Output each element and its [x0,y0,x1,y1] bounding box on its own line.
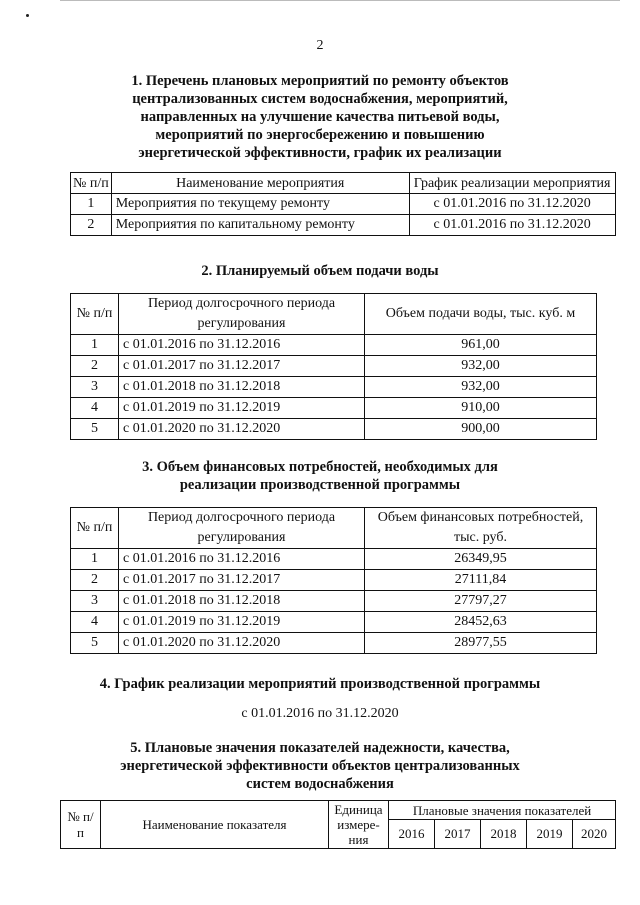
table-cell: с 01.01.2016 по 31.12.2020 [409,194,615,215]
table-row [71,633,597,654]
table-cell: с 01.01.2016 по 31.12.2016 [119,335,365,356]
header-cell: Период долгосрочного периода регулирования [119,508,365,549]
header-cell: Наименование показателя [101,801,329,849]
table-header-row [71,173,616,194]
table-cell: 900,00 [365,419,597,440]
table-cell: 26349,95 [365,549,597,570]
table-cell: 2 [71,215,112,236]
table-row [71,570,597,591]
table-cell: 27111,84 [365,570,597,591]
section1-title [0,72,640,162]
table-cell: с 01.01.2016 по 31.12.2020 [409,215,615,236]
section1-title-line: мероприятий по энергосбережению и повышению [155,127,485,143]
table-cell: 2 [71,356,119,377]
table-cell: 910,00 [365,398,597,419]
section1-title-line: централизованных систем водоснабжения, мероприятий, [132,91,508,107]
table-cell: с 01.01.2017 по 31.12.2017 [119,356,365,377]
section3-title-line: реализации производственной программы [179,477,461,493]
year-header: 2017 [435,820,481,849]
table-cell: с 01.01.2018 по 31.12.2018 [119,377,365,398]
table-header-row [71,508,597,549]
table-row [71,612,597,633]
year-header: 2016 [389,820,435,849]
section1-title-line: энергетической эффективности, график их реализации [138,145,502,161]
year-header: 2019 [527,820,573,849]
table-cell: 1 [71,549,119,570]
header-cell: № п/п [71,294,119,335]
table-row [71,549,597,570]
year-header: 2018 [481,820,527,849]
header-cell: График реализации мероприятия [409,173,615,194]
section5-title [0,739,640,793]
table-row [71,419,597,440]
table-cell: 5 [71,633,119,654]
section2-title: 2. Планируемый объем подачи воды [201,263,439,279]
table-row [71,335,597,356]
table-cell: 932,00 [365,356,597,377]
header-cell: Период долгосрочного периода регулирования [119,294,365,335]
table-cell: 1 [71,194,112,215]
section2-table [70,293,597,440]
section3-table [70,507,597,654]
table-cell: Мероприятия по капитальному ремонту [111,215,409,236]
scan-edge-line [60,0,620,1]
table-cell: 4 [71,612,119,633]
header-cell: Наименование мероприятия [111,173,409,194]
section1-title-line: направленных на улучшение качества питьевой воды, [140,109,500,125]
table-cell: 932,00 [365,377,597,398]
table-cell: с 01.01.2019 по 31.12.2019 [119,398,365,419]
section1-title-line: 1. Перечень плановых мероприятий по ремонту объектов [131,73,509,89]
table-cell: 961,00 [365,335,597,356]
table-cell: с 01.01.2020 по 31.12.2020 [119,419,365,440]
year-header: 2020 [573,820,616,849]
header-cell: Плановые значения показателей [389,801,616,820]
section3-title-line: 3. Объем финансовых потребностей, необходимых для [142,459,498,475]
header-cell: Объем финансовых потребностей, тыс. руб. [365,508,597,549]
header-cell: Объем подачи воды, тыс. куб. м [365,294,597,335]
table-cell: 1 [71,335,119,356]
header-cell: № п/п [71,508,119,549]
section1-table [70,172,616,236]
section5-table [60,800,616,849]
table-cell: 2 [71,570,119,591]
table-row [71,215,616,236]
table-header-row [61,801,616,820]
table-cell: с 01.01.2016 по 31.12.2016 [119,549,365,570]
table-cell: с 01.01.2017 по 31.12.2017 [119,570,365,591]
table-cell: Мероприятия по текущему ремонту [111,194,409,215]
scan-speck [26,14,29,17]
table-row [71,356,597,377]
table-cell: с 01.01.2018 по 31.12.2018 [119,591,365,612]
table-row [71,591,597,612]
table-cell: 28977,55 [365,633,597,654]
section5-title-line: энергетической эффективности объектов централизованных [120,758,520,774]
header-cell: № п/п [61,801,101,849]
table-cell: 4 [71,398,119,419]
table-cell: с 01.01.2019 по 31.12.2019 [119,612,365,633]
section4-period: с 01.01.2016 по 31.12.2020 [241,706,399,721]
table-cell: 3 [71,591,119,612]
section5-title-line: 5. Плановые значения показателей надежности, качества, [130,740,510,756]
page-number: 2 [316,38,324,53]
table-cell: 28452,63 [365,612,597,633]
table-cell: 3 [71,377,119,398]
section4-title: 4. График реализации мероприятий производственной программы [99,676,541,692]
table-cell: 5 [71,419,119,440]
table-row [71,377,597,398]
table-row [71,398,597,419]
section3-title [0,458,640,494]
header-cell: № п/п [71,173,112,194]
table-cell: 27797,27 [365,591,597,612]
table-header-row [71,294,597,335]
table-cell: с 01.01.2020 по 31.12.2020 [119,633,365,654]
header-cell: Единица измере- ния [329,801,389,849]
section5-title-line: систем водоснабжения [246,776,394,792]
table-row [71,194,616,215]
